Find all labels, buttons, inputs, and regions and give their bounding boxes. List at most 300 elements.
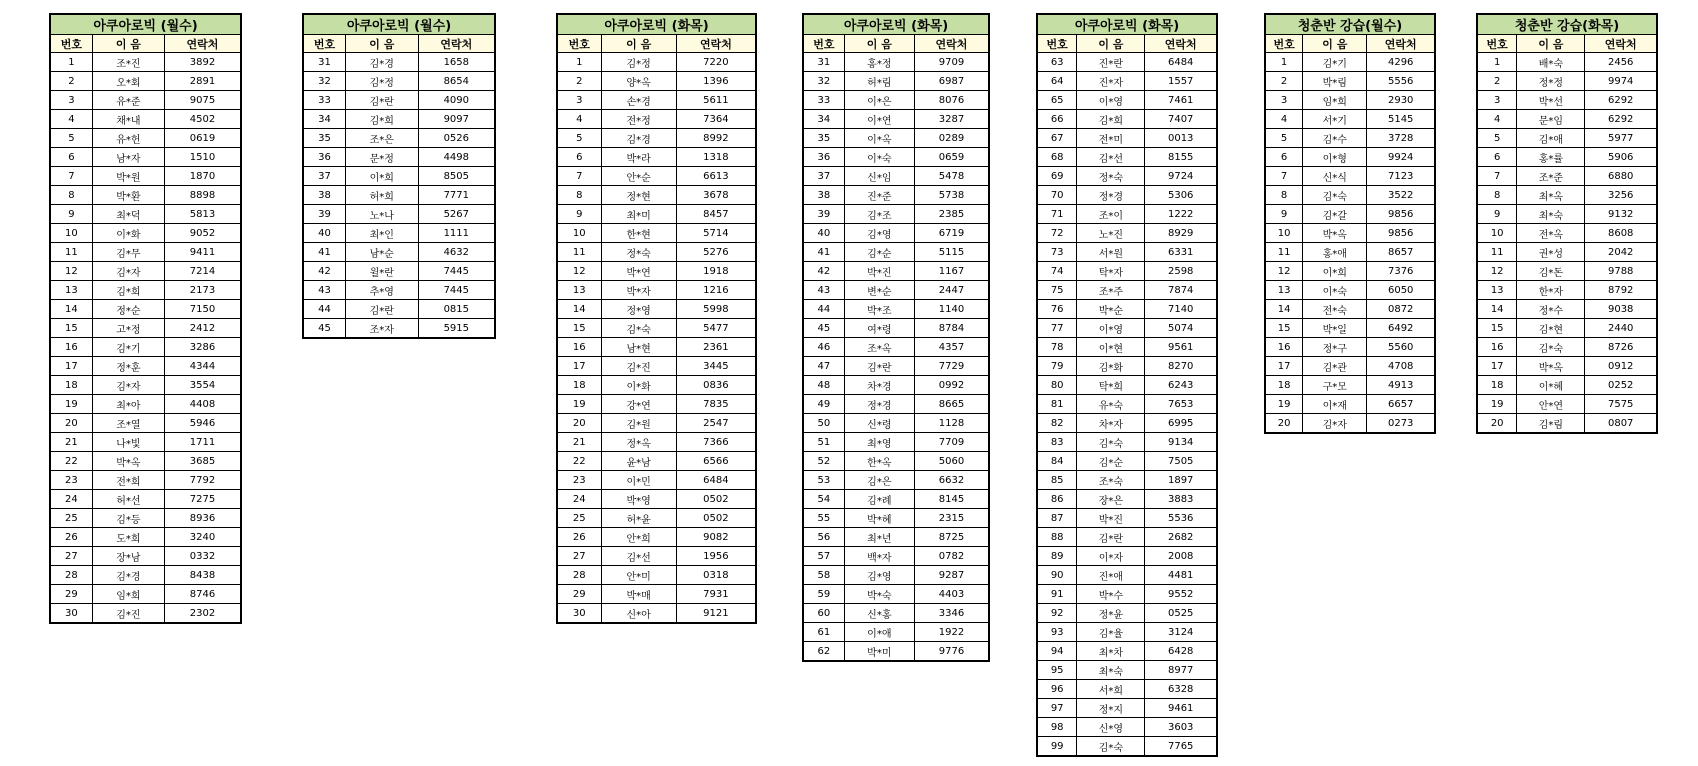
cell-contact: 0502 <box>676 509 755 528</box>
table-row <box>51 129 241 148</box>
table-row <box>51 167 241 186</box>
table-row <box>558 604 756 623</box>
cell-contact: 7874 <box>1145 281 1217 300</box>
cell-contact: 3678 <box>676 186 755 205</box>
cell-number: 22 <box>51 452 93 471</box>
header-name: 이 음 <box>601 35 676 53</box>
cell-contact: 5714 <box>676 224 755 243</box>
cell-number: 37 <box>804 167 845 186</box>
cell-number: 21 <box>558 433 602 452</box>
cell-number: 23 <box>558 471 602 490</box>
cell-name: 남*현 <box>601 338 676 357</box>
cell-number: 64 <box>1038 72 1077 91</box>
cell-contact: 3124 <box>1145 623 1217 642</box>
cell-contact: 1318 <box>676 148 755 167</box>
table-row <box>1038 167 1217 186</box>
cell-number: 33 <box>804 91 845 110</box>
cell-name: 신*아 <box>601 604 676 623</box>
cell-name: 박*순 <box>1077 300 1145 319</box>
roster-table <box>803 14 989 661</box>
cell-contact: 1128 <box>914 414 988 433</box>
table-row <box>804 72 989 91</box>
table-row <box>51 547 241 566</box>
table-row <box>304 129 495 148</box>
cell-name: 김*원 <box>601 414 676 433</box>
cell-number: 87 <box>1038 509 1077 528</box>
cell-number: 52 <box>804 452 845 471</box>
cell-contact: 5060 <box>914 452 988 471</box>
cell-contact: 2456 <box>1585 53 1657 72</box>
cell-name: 한*현 <box>601 224 676 243</box>
cell-contact: 9052 <box>164 224 240 243</box>
table-row <box>1478 300 1657 319</box>
cell-name: 안*연 <box>1517 395 1585 414</box>
cell-number: 68 <box>1038 148 1077 167</box>
cell-name: 최*영 <box>844 433 914 452</box>
cell-name: 전*미 <box>1077 129 1145 148</box>
cell-contact: 0992 <box>914 376 988 395</box>
cell-name: 홍*애 <box>1303 243 1367 262</box>
table-row <box>51 471 241 490</box>
cell-name: 김*희 <box>346 110 419 129</box>
cell-name: 손*경 <box>601 91 676 110</box>
cell-contact: 6428 <box>1145 642 1217 661</box>
cell-number: 98 <box>1038 718 1077 737</box>
cell-name: 이*민 <box>601 471 676 490</box>
cell-number: 12 <box>1266 262 1303 281</box>
table-row <box>51 205 241 224</box>
cell-number: 44 <box>304 300 346 319</box>
header-name: 이 음 <box>1303 35 1367 53</box>
header-number: 번호 <box>1478 35 1517 53</box>
cell-number: 18 <box>1478 376 1517 395</box>
table-row <box>51 376 241 395</box>
cell-contact: 3286 <box>164 338 240 357</box>
table-row <box>51 433 241 452</box>
table-row <box>804 319 989 338</box>
cell-contact: 7575 <box>1585 395 1657 414</box>
table-row <box>51 72 241 91</box>
cell-contact: 7150 <box>164 300 240 319</box>
cell-name: 김*화 <box>1077 357 1145 376</box>
cell-contact: 5306 <box>1145 186 1217 205</box>
table-row <box>558 547 756 566</box>
cell-contact: 1510 <box>164 148 240 167</box>
table-row <box>1038 300 1217 319</box>
table-row <box>1266 319 1435 338</box>
table-row <box>558 72 756 91</box>
table-row <box>1478 148 1657 167</box>
cell-number: 73 <box>1038 243 1077 262</box>
cell-contact: 1918 <box>676 262 755 281</box>
cell-number: 88 <box>1038 528 1077 547</box>
cell-name: 이*은 <box>844 91 914 110</box>
cell-number: 10 <box>1266 224 1303 243</box>
cell-number: 1 <box>1478 53 1517 72</box>
table-row <box>558 53 756 72</box>
cell-contact: 4403 <box>914 585 988 604</box>
cell-number: 2 <box>51 72 93 91</box>
cell-number: 45 <box>804 319 845 338</box>
table-row <box>1038 547 1217 566</box>
cell-contact: 9461 <box>1145 699 1217 718</box>
cell-number: 27 <box>558 547 602 566</box>
cell-number: 74 <box>1038 262 1077 281</box>
cell-number: 82 <box>1038 414 1077 433</box>
cell-number: 5 <box>51 129 93 148</box>
table-row <box>1038 737 1217 756</box>
cell-contact: 1711 <box>164 433 240 452</box>
cell-number: 77 <box>1038 319 1077 338</box>
cell-number: 48 <box>804 376 845 395</box>
table-row <box>1266 53 1435 72</box>
table-row <box>304 53 495 72</box>
cell-contact: 9132 <box>1585 205 1657 224</box>
cell-contact: 7364 <box>676 110 755 129</box>
cell-contact: 6632 <box>914 471 988 490</box>
cell-number: 17 <box>1478 357 1517 376</box>
cell-name: 김*선 <box>1077 148 1145 167</box>
table-row <box>558 414 756 433</box>
cell-number: 7 <box>1266 167 1303 186</box>
cell-number: 71 <box>1038 205 1077 224</box>
cell-contact: 4296 <box>1367 53 1435 72</box>
cell-name: 배*숙 <box>1517 53 1585 72</box>
roster-table <box>50 14 241 623</box>
cell-number: 15 <box>1266 319 1303 338</box>
cell-name: 김*돈 <box>1517 262 1585 281</box>
cell-contact: 5074 <box>1145 319 1217 338</box>
cell-number: 93 <box>1038 623 1077 642</box>
cell-name: 정*순 <box>92 300 164 319</box>
table-row <box>1266 243 1435 262</box>
table-row <box>1266 262 1435 281</box>
cell-contact: 8929 <box>1145 224 1217 243</box>
cell-number: 6 <box>558 148 602 167</box>
cell-name: 이*연 <box>844 110 914 129</box>
table-row <box>804 395 989 414</box>
cell-number: 20 <box>558 414 602 433</box>
cell-number: 17 <box>558 357 602 376</box>
cell-name: 전*정 <box>601 110 676 129</box>
cell-contact: 7445 <box>418 262 494 281</box>
cell-number: 3 <box>51 91 93 110</box>
table-row <box>1478 186 1657 205</box>
cell-number: 1 <box>51 53 93 72</box>
table-row <box>558 490 756 509</box>
cell-number: 66 <box>1038 110 1077 129</box>
table-row <box>558 376 756 395</box>
cell-contact: 2008 <box>1145 547 1217 566</box>
cell-contact: 3240 <box>164 528 240 547</box>
cell-number: 10 <box>1478 224 1517 243</box>
cell-number: 39 <box>804 205 845 224</box>
table-row <box>804 148 989 167</box>
cell-number: 47 <box>804 357 845 376</box>
cell-contact: 5977 <box>1585 129 1657 148</box>
cell-contact: 7729 <box>914 357 988 376</box>
cell-name: 최*옥 <box>1517 186 1585 205</box>
cell-number: 6 <box>51 148 93 167</box>
header-contact: 연락처 <box>676 35 755 53</box>
cell-number: 72 <box>1038 224 1077 243</box>
cell-name: 최*덕 <box>92 205 164 224</box>
table-row <box>804 490 989 509</box>
cell-name: 박*라 <box>601 148 676 167</box>
table-row <box>804 604 989 623</box>
cell-name: 이*옥 <box>844 129 914 148</box>
cell-contact: 6328 <box>1145 680 1217 699</box>
roster-table-4 <box>802 13 990 662</box>
cell-number: 33 <box>304 91 346 110</box>
table-row <box>558 528 756 547</box>
cell-number: 22 <box>558 452 602 471</box>
cell-contact: 0872 <box>1367 300 1435 319</box>
cell-contact: 6050 <box>1367 281 1435 300</box>
table-row <box>1478 281 1657 300</box>
cell-contact: 5998 <box>676 300 755 319</box>
cell-number: 57 <box>804 547 845 566</box>
cell-name: 최*숙 <box>1517 205 1585 224</box>
table-row <box>804 642 989 661</box>
cell-number: 76 <box>1038 300 1077 319</box>
cell-number: 55 <box>804 509 845 528</box>
cell-name: 홍*률 <box>1517 148 1585 167</box>
table-row <box>51 281 241 300</box>
table-row <box>51 585 241 604</box>
cell-name: 신*임 <box>844 167 914 186</box>
table-row <box>1478 357 1657 376</box>
table-row <box>558 224 756 243</box>
cell-number: 14 <box>1266 300 1303 319</box>
cell-name: 한*자 <box>1517 281 1585 300</box>
cell-contact: 7709 <box>914 433 988 452</box>
cell-number: 14 <box>51 300 93 319</box>
table-row <box>1266 205 1435 224</box>
cell-contact: 4502 <box>164 110 240 129</box>
cell-number: 24 <box>558 490 602 509</box>
cell-name: 변*순 <box>844 281 914 300</box>
table-row <box>558 452 756 471</box>
cell-contact: 8725 <box>914 528 988 547</box>
cell-name: 김*숙 <box>601 319 676 338</box>
cell-contact: 7765 <box>1145 737 1217 756</box>
table-row <box>558 319 756 338</box>
cell-name: 김*란 <box>844 357 914 376</box>
cell-number: 21 <box>51 433 93 452</box>
cell-number: 17 <box>51 357 93 376</box>
cell-number: 8 <box>558 186 602 205</box>
table-row <box>804 509 989 528</box>
cell-number: 25 <box>558 509 602 528</box>
cell-contact: 7653 <box>1145 395 1217 414</box>
cell-contact: 7445 <box>418 281 494 300</box>
cell-contact: 2385 <box>914 205 988 224</box>
table-row <box>804 129 989 148</box>
cell-contact: 9856 <box>1367 224 1435 243</box>
table-row <box>1038 243 1217 262</box>
table-row <box>804 262 989 281</box>
table-row <box>1478 243 1657 262</box>
cell-contact: 5536 <box>1145 509 1217 528</box>
cell-name: 최*미 <box>601 205 676 224</box>
table-row <box>1478 129 1657 148</box>
table-row <box>558 262 756 281</box>
cell-name: 홍*정 <box>844 53 914 72</box>
cell-contact: 9788 <box>1585 262 1657 281</box>
cell-name: 조*자 <box>346 319 419 338</box>
cell-number: 56 <box>804 528 845 547</box>
cell-name: 정*지 <box>1077 699 1145 718</box>
cell-number: 13 <box>51 281 93 300</box>
cell-number: 81 <box>1038 395 1077 414</box>
cell-number: 16 <box>1478 338 1517 357</box>
table-row <box>51 110 241 129</box>
cell-name: 박*수 <box>1077 585 1145 604</box>
cell-number: 18 <box>558 376 602 395</box>
cell-number: 8 <box>1478 186 1517 205</box>
table-row <box>1038 224 1217 243</box>
cell-number: 49 <box>804 395 845 414</box>
cell-name: 백*자 <box>844 547 914 566</box>
table-row <box>304 281 495 300</box>
cell-name: 이*희 <box>1303 262 1367 281</box>
cell-name: 한*옥 <box>844 452 914 471</box>
cell-number: 2 <box>1478 72 1517 91</box>
cell-number: 4 <box>558 110 602 129</box>
cell-contact: 1956 <box>676 547 755 566</box>
cell-number: 20 <box>51 414 93 433</box>
cell-name: 서*희 <box>1077 680 1145 699</box>
cell-name: 이*화 <box>92 224 164 243</box>
cell-number: 94 <box>1038 642 1077 661</box>
cell-number: 36 <box>804 148 845 167</box>
cell-number: 46 <box>804 338 845 357</box>
cell-contact: 5478 <box>914 167 988 186</box>
table-row <box>1038 452 1217 471</box>
table-row <box>1038 509 1217 528</box>
cell-number: 7 <box>51 167 93 186</box>
cell-name: 김*희 <box>92 281 164 300</box>
cell-name: 김*현 <box>1517 319 1585 338</box>
cell-contact: 9924 <box>1367 148 1435 167</box>
cell-contact: 9287 <box>914 566 988 585</box>
cell-number: 16 <box>51 338 93 357</box>
table-row <box>304 186 495 205</box>
table-row <box>558 338 756 357</box>
cell-number: 9 <box>1478 205 1517 224</box>
cell-name: 박*선 <box>1517 91 1585 110</box>
table-title: 아쿠아로빅 (화목) <box>558 15 756 35</box>
cell-name: 권*성 <box>1517 243 1585 262</box>
table-row <box>51 243 241 262</box>
cell-number: 13 <box>558 281 602 300</box>
cell-contact: 7407 <box>1145 110 1217 129</box>
cell-name: 조*이 <box>1077 205 1145 224</box>
cell-contact: 3256 <box>1585 186 1657 205</box>
cell-name: 조*숙 <box>1077 471 1145 490</box>
cell-contact: 4708 <box>1367 357 1435 376</box>
table-row <box>1038 623 1217 642</box>
cell-contact: 7220 <box>676 53 755 72</box>
table-row <box>304 205 495 224</box>
cell-contact: 5267 <box>418 205 494 224</box>
table-row <box>1038 395 1217 414</box>
roster-table <box>1037 14 1217 756</box>
table-row <box>558 110 756 129</box>
table-row <box>51 53 241 72</box>
cell-contact: 9561 <box>1145 338 1217 357</box>
cell-contact: 5738 <box>914 186 988 205</box>
cell-contact: 4344 <box>164 357 240 376</box>
cell-contact: 6292 <box>1585 91 1657 110</box>
roster-table <box>1265 14 1435 433</box>
cell-name: 정*경 <box>844 395 914 414</box>
cell-name: 이*자 <box>1077 547 1145 566</box>
table-row <box>1266 395 1435 414</box>
cell-contact: 1396 <box>676 72 755 91</box>
cell-contact: 7376 <box>1367 262 1435 281</box>
roster-table <box>1477 14 1657 433</box>
cell-name: 안*희 <box>601 528 676 547</box>
cell-number: 70 <box>1038 186 1077 205</box>
cell-name: 이*숙 <box>844 148 914 167</box>
cell-contact: 2302 <box>164 604 240 623</box>
header-number: 번호 <box>804 35 845 53</box>
cell-number: 91 <box>1038 585 1077 604</box>
cell-contact: 3603 <box>1145 718 1217 737</box>
cell-number: 19 <box>1266 395 1303 414</box>
cell-name: 전*옥 <box>1517 224 1585 243</box>
cell-contact: 0502 <box>676 490 755 509</box>
cell-name: 노*진 <box>1077 224 1145 243</box>
cell-number: 18 <box>1266 376 1303 395</box>
cell-number: 18 <box>51 376 93 395</box>
table-row <box>1038 357 1217 376</box>
cell-contact: 7275 <box>164 490 240 509</box>
cell-contact: 7771 <box>418 186 494 205</box>
cell-number: 34 <box>804 110 845 129</box>
cell-contact: 6566 <box>676 452 755 471</box>
cell-number: 42 <box>804 262 845 281</box>
table-row <box>804 623 989 642</box>
table-row <box>558 243 756 262</box>
cell-number: 6 <box>1478 148 1517 167</box>
cell-contact: 6995 <box>1145 414 1217 433</box>
table-row <box>304 72 495 91</box>
cell-contact: 0526 <box>418 129 494 148</box>
cell-contact: 5477 <box>676 319 755 338</box>
cell-name: 장*은 <box>1077 490 1145 509</box>
table-title: 청춘반 강습(월수) <box>1266 15 1435 35</box>
table-row <box>1478 72 1657 91</box>
cell-number: 79 <box>1038 357 1077 376</box>
table-row <box>804 585 989 604</box>
cell-contact: 6331 <box>1145 243 1217 262</box>
cell-contact: 2042 <box>1585 243 1657 262</box>
cell-name: 신*영 <box>1077 718 1145 737</box>
cell-name: 유*준 <box>92 91 164 110</box>
cell-contact: 8654 <box>418 72 494 91</box>
cell-number: 3 <box>1266 91 1303 110</box>
cell-contact: 2173 <box>164 281 240 300</box>
table-row <box>51 91 241 110</box>
table-row <box>1266 376 1435 395</box>
cell-contact: 5813 <box>164 205 240 224</box>
cell-contact: 9097 <box>418 110 494 129</box>
header-contact: 연락처 <box>1367 35 1435 53</box>
cell-contact: 1222 <box>1145 205 1217 224</box>
